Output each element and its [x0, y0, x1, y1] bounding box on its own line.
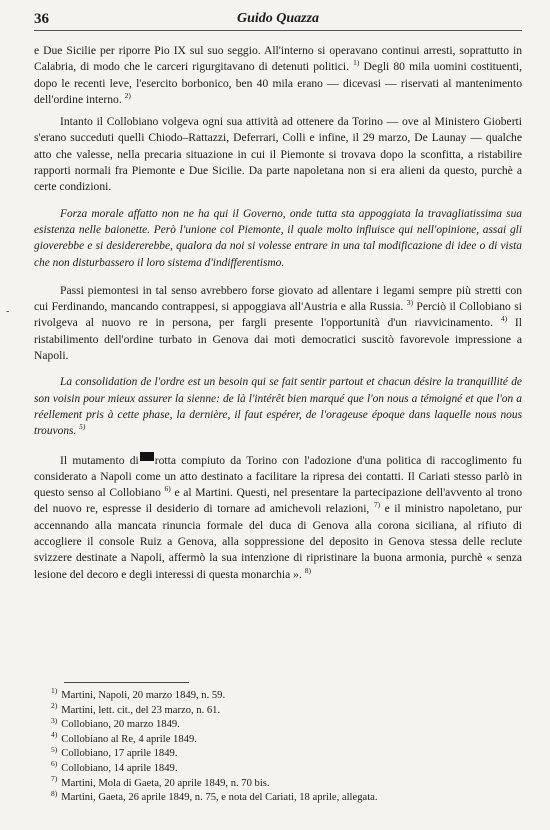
footnote-text: Collobiano al Re, 4 aprile 1849. — [61, 733, 197, 745]
paragraph-4-d: e il ministro napoletano, pur accennando alla mancata rinuncia formale del duca di Genova alla corona siciliana, al rifiuto di accogliere il console Ruiz a Genova, alla soppressione del deposito in Genova stessa delle reclute svizzere destinate a Napoli, affermò la sua intenzione di ripristinare la buona armonia, purchè « senza lesione del decoro e degli interessi di questa monarchia ». — [34, 502, 522, 581]
footnote-ref-8: 8) — [304, 565, 312, 575]
footnote-number: 4) — [51, 730, 58, 740]
footnote-ref-6: 6) — [164, 484, 171, 494]
running-head: Guido Quazza — [236, 11, 320, 26]
footnote-number: 3) — [51, 715, 58, 725]
footnote-number: 1) — [51, 686, 58, 696]
footnote-ref-7: 7) — [373, 500, 381, 510]
footnote-text: Martini, Napoli, 20 marzo 1849, n. 59. — [61, 690, 226, 701]
paragraph-1-tail: Degli 80 mila uomini costituenti, dopo le recenti leve, l'esercito borbonico, ben 40 mila erano — dicevasi — riservati al mantenimento dell'ordine interno. — [34, 60, 522, 106]
footnote-number: 2) — [51, 701, 58, 711]
footnote-text: Martini, Mola di Gaeta, 20 aprile 1849, n. 70 bis. — [61, 777, 270, 789]
footnote-ref-2: 2) — [124, 91, 131, 101]
footnote-7 — [34, 774, 522, 792]
footnote-text: Collobiano, 20 marzo 1849. — [61, 719, 180, 731]
footnote-text: Collobiano, 17 aprile 1849. — [61, 748, 178, 760]
footnote-1 — [34, 686, 522, 704]
quote-1: Forza morale affatto non ne ha qui il Governo, onde tutta sta appoggiata la travagliatissima sua esistenza nelle baionette. Però l'unione col Piemonte, il quale molto influisce qui nell'opinione, assai gli gioverebbe e si desidererebbe, qualora da noi si volesse entrare in una tal modificazione di idee o di vista che non disturbassero il loro sistema d'indifferentismo. — [34, 207, 522, 269]
paragraph-2: Intanto il Collobiano volgeva ogni sua attività ad ottenere da Torino — ove al Ministero Gioberti s'erano succeduti quelli Chiodo–Rattazzi, Deferrari, Colli e infine, il 29 marzo, De Launay — qualche atto che valesse, nella precaria situazione in cui il Piemonte si trovava dopo la sconfitta, a ristabilire rapporti normali fra Piemonte e Due Sicilie. Da parte napoletana non si era alieni da questo, purchè a certe condizioni. — [34, 115, 522, 194]
footnote-text: Martini, lett. cit., del 23 marzo, n. 61. — [61, 704, 221, 716]
page-header — [34, 8, 522, 31]
ink-smudge — [140, 452, 154, 461]
paragraph-4-c: e al Martini. Questi, nel presentare la partecipazione dell'avvento al trono del nuovo re, espresse il desiderio di tornare ad amichevoli relazioni, — [34, 486, 523, 516]
footnote-text: Martini, Gaeta, 26 aprile 1849, n. 75, e nota del Cariati, 18 aprile, allegata. — [61, 792, 378, 804]
footnote-number: 7) — [51, 774, 58, 784]
footnote-ref-5: 5) — [79, 422, 86, 432]
quote-2 — [34, 374, 522, 439]
footnote-text: Collobiano, 14 aprile 1849. — [61, 762, 178, 774]
footnote-ref-4: 4) — [500, 314, 508, 324]
footnote-3 — [34, 715, 522, 733]
footnote-number: 8) — [51, 788, 58, 798]
page-number: 36 — [34, 11, 49, 27]
paragraph-1-text: e Due Sicilie per riporre Pio IX sul suo seggio. All'interno si operavano continui arresti, soprattutto in Calabria, di modo che le carceri rigurgitavano di detenuti politici. — [34, 44, 522, 74]
footnote-6 — [34, 759, 522, 777]
footnotes — [34, 682, 522, 806]
quote-2-text: La consolidation de l'ordre est un besoin qui se fait sentir partout et chacun désire la tranquillité de son voisin pour mieux assurer la sienne: de là l'intérêt bien marqué que l'on nous a témoigné et que l'on a réellement pris à cette phase, la dernière, il faut espérer, de l'orageuse époque dans laquelle nous nous trouvons. — [34, 376, 522, 438]
paragraph-4 — [34, 452, 522, 583]
footnote-ref-1: 1) — [353, 58, 360, 68]
footnote-ref-3: 3) — [406, 298, 413, 308]
footnote-rule — [64, 682, 189, 683]
paragraph-4-a: Il mutamento di — [60, 453, 139, 467]
footnote-number: 6) — [51, 759, 58, 769]
paragraph-1 — [34, 43, 522, 108]
paragraph-3-tail: Il ristabilimento dell'ordine turbato in Genova dai moti democratici suscitò favorevole impressione a Napoli. — [34, 316, 522, 363]
paragraph-3-mid: Perciò il Collobiano si rivolgeva al nuovo re in persona, per fargli presente l'opportunità d'un riavvicinamento. — [34, 300, 522, 330]
margin-mark: - — [6, 306, 10, 317]
paragraph-3 — [34, 283, 522, 364]
paragraph-4-b: rotta compiuto da Torino con l'adozione d'una politica di raccoglimento fu considerato a Napoli come un atto destinato a facilitare la ripresa dei contatti. Il Cariati stesso parlò in questo senso al Collobiano — [34, 453, 522, 500]
footnote-2 — [34, 701, 522, 719]
footnote-4 — [34, 730, 522, 748]
footnote-5 — [34, 744, 522, 762]
footnote-number: 5) — [51, 744, 58, 754]
paragraph-3-text: Passi piemontesi in tal senso avrebbero forse giovato ad allentare i legami sempre più stretti con cui Ferdinando, mancando contrappesi, si appoggiava all'Austria e alla Russia. — [34, 283, 522, 314]
footnote-8 — [34, 788, 522, 806]
